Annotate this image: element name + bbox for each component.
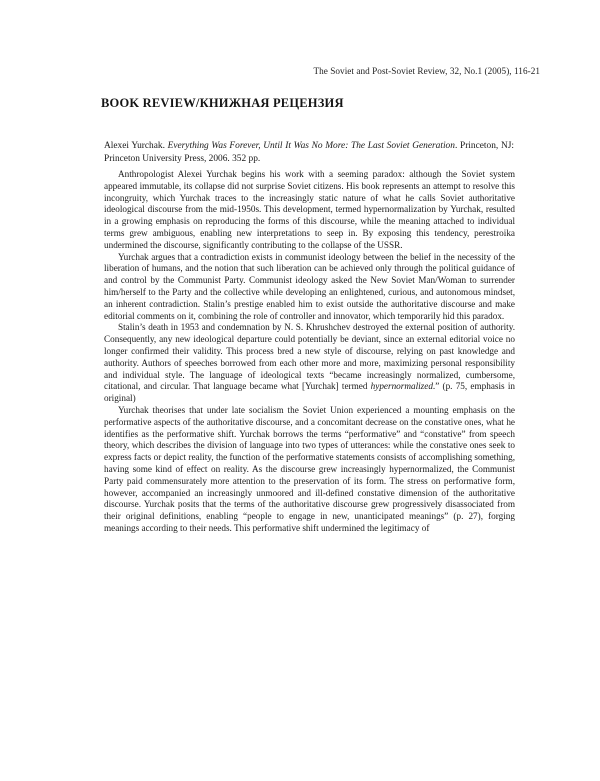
citation-book-title: Everything Was Forever, Until It Was No More: The Last Soviet Generation (167, 141, 455, 151)
book-citation (104, 140, 514, 165)
citation-author: Alexei Yurchak. (104, 141, 168, 151)
citation-publication: . Princeton, NJ: Princeton University Press, 2006. 352 pp. (104, 141, 514, 164)
running-header: The Soviet and Post-Soviet Review, 32, No.1 (2005), 116-21 (313, 66, 540, 76)
paragraph-2: Yurchak argues that a contradiction exists in communist ideology between the belief in the necessity of the liberation of humans, and the notion that such liberation can be achieved only through the political guidance of and control by the Communist Party. Communist ideology asked the New Soviet Man/Woman to surrender him/herself to the Party and the collective while developing an enlightened, curious, and autonomous mindset, an inherent contradiction. Stalin’s prestige enabled him to exist outside the authoritative discourse and make editorial comments on it, combining the role of controller and innovator, which temporarily hid this paradox. (104, 251, 515, 321)
paragraph-3-end: .” (p. 75, emphasis in original) (104, 381, 515, 404)
paragraph-4: Yurchak theorises that under late socialism the Soviet Union experienced a mounting emphasis on the performative aspects of the authoritative discourse, and a concomitant decrease on the constative ones, what he identifies as the performative shift. Yurchak borrows the terms “performative” and “constative” from speech theory, which describes the division of language into two types of utterances: while the constative ones seek to express facts or depict reality, the function of the performative statements consists of accomplishing something, having some kind of effect on reality. As the discourse grew increasingly hypernormalized, the Communist Party paid commensurately more attention to the preservation of its form. The stress on performative form, however, accompanied an increasingly unmoored and ill-defined constative dimension of the authoritative discourse. Yurchak posits that the terms of the authoritative discourse grew progressively disassociated from their original definitions, enabling “people to engage in new, unanticipated meanings” (p. 27), forging meanings according to their needs. This performative shift undermined the legitimacy of (104, 404, 515, 533)
paragraph-3-text: Stalin’s death in 1953 and condemnation by N. S. Khrushchev destroyed the external position of authority. Consequently, any new ideological departure could potentially be deviant, since an external editorial voice no longer confirmed their validity. This process bred a new style of discourse, relying on past knowledge and authority. Authors of speeches borrowed from each other more and more, maximizing personal responsibility and individual style. The language of ideological texts “became increasingly normalized, cumbersome, citational, and circular. That language became what [Yurchak] termed (104, 322, 515, 392)
review-body (104, 169, 515, 535)
paragraph-1: Anthropologist Alexei Yurchak begins his work with a seeming paradox: although the Soviet system appeared immutable, its collapse did not surprise Soviet citizens. His book represents an attempt to resolve this incongruity, which Yurchak traces to the increasingly static nature of what he calls Soviet authoritative ideological discourse from the mid-1950s. This development, termed hypernormalization by Yurchak, resulted in a growing emphasis on reproducing the forms of this discourse, while the meaning attached to individual terms grew ambiguous, enabling new interpretations to seep in. By exposing this tendency, perestroika undermined the discourse, significantly contributing to the collapse of the USSR. (104, 169, 515, 250)
page-title: BOOK REVIEW/КНИЖНАЯ РЕЦЕНЗИЯ (101, 96, 344, 110)
paragraph-3-term: hypernormalized (370, 381, 433, 392)
paragraph-3 (104, 322, 515, 405)
